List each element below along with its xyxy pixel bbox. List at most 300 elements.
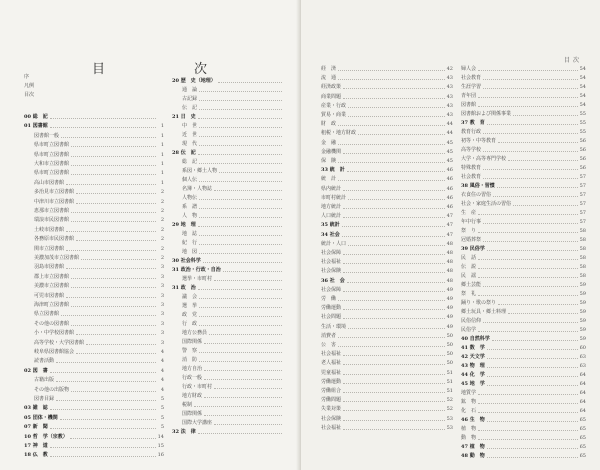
dot-leader [483, 145, 578, 152]
toc-entry-label: 31 政治・行政・自治 [172, 267, 221, 273]
toc-entry-page: 48 [446, 250, 453, 256]
dot-leader [478, 208, 578, 215]
toc-entry-page: 58 [579, 246, 586, 252]
dot-leader [338, 340, 445, 347]
running-header: 目次 [563, 57, 582, 64]
toc-entry-label: 県内統計 [321, 185, 342, 192]
toc-entry-label: 地方公務員 [182, 330, 208, 336]
toc-entry-label: 政 党 [182, 312, 198, 318]
toc-entry-page: 2 [160, 189, 164, 196]
dot-leader [478, 325, 578, 332]
toc-entry-label: 議 会 [182, 294, 198, 300]
toc-entry-label: 図書館および関係事業 [461, 111, 512, 117]
front-matter [24, 73, 34, 100]
right-page [301, 0, 600, 470]
toc-entry-page: 5 [160, 396, 164, 402]
toc-entry-label: 貿易・商業 [321, 112, 347, 118]
toc-entry-label: 20 歴 史（地理） [172, 78, 216, 84]
toc-entry-label: 社会保険 [321, 268, 342, 275]
toc-entry-page: 50 [446, 342, 453, 348]
toc-entry-label: 経 済 [321, 66, 337, 72]
toc-entry-label: 瑞浪市民図書館 [34, 217, 70, 224]
dot-leader [86, 338, 156, 345]
toc-entry-page: 65 [579, 444, 586, 450]
dot-leader [76, 234, 156, 241]
toc-entry-page: 1 [160, 142, 164, 149]
toc-entry-label: 社会保険 [321, 415, 342, 422]
dot-leader [487, 370, 578, 377]
toc-entry-page: 43 [446, 112, 453, 118]
toc-entry-page: 47 [446, 222, 453, 229]
dot-leader [71, 206, 156, 213]
toc-entry-label: 選挙・市町村 [182, 276, 213, 282]
toc-entry-label: 民 話 [461, 255, 477, 261]
toc-entry-label: 近 世 [182, 132, 198, 138]
dot-leader [199, 247, 282, 254]
toc-entry-label: 県市町立図書館 [34, 142, 70, 149]
front-matter-item: 目次 [24, 92, 35, 98]
dot-leader [508, 307, 578, 314]
dot-leader [199, 121, 282, 128]
dot-leader [71, 168, 156, 175]
toc-entry-label: 各務原市民図書館 [34, 236, 75, 243]
dot-leader [508, 154, 578, 161]
toc-entry-page: 55 [579, 129, 586, 135]
dot-leader [478, 433, 578, 440]
toc-entry-label: 通 論 [182, 87, 198, 93]
toc-entry-label: 美濃加茂市立図書館 [34, 255, 80, 261]
dot-leader [199, 157, 282, 164]
dot-leader [487, 442, 578, 449]
dot-leader [338, 331, 445, 338]
toc-entry-label: 財 政 [321, 121, 337, 128]
dot-leader [348, 110, 445, 117]
dot-leader [50, 366, 156, 373]
toc-entry-label: 労 働 [321, 296, 337, 302]
toc-entry-label: 古籍出版 [34, 377, 55, 384]
toc-entry-label: 高等学校・大学図書館 [34, 339, 85, 346]
dot-leader [483, 217, 578, 224]
toc-entry-label: 国際関係 [182, 339, 203, 345]
toc-entry-label: 古記録 [182, 96, 198, 102]
front-matter-item: 凡例 [24, 83, 35, 89]
dot-leader [198, 220, 282, 227]
dot-leader [204, 337, 282, 344]
toc-entry-label: 多治見市立図書館 [34, 189, 75, 196]
dot-leader [338, 294, 445, 301]
dot-leader [214, 274, 282, 281]
toc-entry-label: 土岐市図書館 [34, 226, 65, 233]
dot-leader [478, 424, 578, 431]
dot-leader [50, 422, 156, 429]
toc-entry-label: 地方財政 [182, 393, 203, 399]
toc-entry-label: 岐阜県図書館協会 [34, 349, 75, 355]
dot-leader [50, 121, 156, 128]
dot-leader [487, 451, 578, 458]
dot-leader [66, 262, 156, 269]
dot-leader [199, 139, 282, 146]
toc-entry-page: 57 [579, 219, 586, 225]
toc-entry-page: 5 [160, 424, 164, 431]
dot-leader [347, 165, 445, 172]
dot-leader [71, 300, 156, 307]
dot-leader [50, 403, 156, 410]
toc-entry-page: 54 [579, 66, 586, 72]
toc-entry-label: 中津川市立図書館 [34, 198, 75, 205]
dot-leader [513, 109, 578, 116]
toc-entry-label: 化 石 [461, 408, 477, 414]
dot-leader [483, 127, 578, 134]
toc-entry-label: 05 団体・機関 [24, 414, 58, 421]
toc-entry-label: 統 計 [321, 176, 337, 183]
toc-entry-label: 行 政 [182, 321, 198, 327]
dot-leader [199, 211, 282, 218]
toc-entry-label: 01 図書館 [24, 123, 48, 130]
dot-leader [343, 257, 445, 264]
toc-entry-label: 38 風俗・習慣 [461, 183, 495, 189]
dot-leader [478, 262, 578, 269]
toc-entry-page: 59 [579, 309, 586, 315]
toc-entry-label: 消 防 [182, 357, 198, 363]
dot-leader [56, 375, 156, 382]
toc-entry-label: 47 植 物 [461, 444, 485, 450]
toc-entry-label: 社会福祉 [321, 424, 342, 431]
toc-entry-label: 34 社会 [321, 231, 340, 238]
toc-entry-page: 46 [446, 176, 453, 183]
toc-entry-label: 経済政策 [321, 84, 342, 91]
dot-leader [199, 310, 282, 317]
dot-leader [338, 138, 445, 145]
toc-entry-page: 64 [579, 399, 586, 405]
toc-entry-page: 63 [579, 363, 586, 369]
dot-leader [478, 397, 578, 404]
toc-entry-label: 紀 行 [182, 240, 198, 246]
dot-leader [487, 244, 578, 251]
toc-entry-label: 教育行政 [461, 129, 482, 135]
toc-entry [172, 427, 290, 437]
toc-entry-label: 中 世 [182, 123, 198, 129]
dot-leader [199, 301, 282, 308]
toc-entry-page: 49 [446, 323, 453, 330]
dot-leader [199, 103, 282, 110]
toc-entry-page: 52 [446, 397, 453, 404]
dot-leader [204, 373, 282, 380]
toc-entry-label: 美濃市立図書館 [34, 283, 70, 290]
dot-leader [199, 94, 282, 101]
toc-entry-page: 64 [579, 408, 586, 414]
dot-leader [71, 319, 156, 326]
dot-leader [50, 112, 156, 119]
toc-entry-page: 2 [160, 226, 164, 233]
toc-entry-label: 大学・高等専門学校 [461, 156, 507, 162]
dot-leader [199, 193, 282, 200]
toc-entry-label: 県市町立図書館 [34, 151, 70, 158]
toc-entry-page: 63 [579, 354, 586, 360]
toc-entry-page: 50 [446, 360, 453, 367]
toc-entry-label: 17 神 道 [24, 443, 48, 449]
dot-leader [71, 281, 156, 288]
dot-leader [487, 379, 578, 386]
toc-entry-page: 54 [579, 75, 586, 81]
dot-leader [56, 394, 156, 401]
toc-entry-page: 48 [446, 268, 453, 275]
toc-entry-label: 行政一般 [182, 375, 203, 381]
toc-entry-page: 43 [446, 84, 453, 91]
toc-entry-label: 個人伝 [182, 177, 198, 183]
toc-entry-label: 産業・行政 [321, 102, 347, 109]
toc-entry-page: 54 [579, 93, 586, 99]
dot-leader [487, 352, 578, 359]
toc-entry-label: 生涯学習 [461, 84, 482, 90]
toc-entry-label: 民 謡 [461, 273, 477, 279]
dot-leader [71, 140, 156, 147]
dot-leader [219, 166, 282, 173]
toc-entry-label: 郷土芸能 [461, 282, 482, 288]
toc-entry-label: 35 統計 [321, 222, 340, 229]
toc-entry-label: 祭 り [461, 228, 477, 234]
dot-leader [343, 386, 445, 393]
toc-entry-label: その他の出版物 [34, 386, 70, 393]
dot-leader [343, 202, 445, 209]
toc-entry-page: 16 [157, 452, 164, 459]
dot-leader [199, 292, 282, 299]
toc-entry-label: 国際関係 [182, 411, 203, 417]
toc-entry-page: 50 [446, 351, 453, 358]
toc-entry [24, 450, 164, 460]
toc-entry-page: 46 [446, 194, 453, 201]
toc-entry-label: 地 誌 [182, 231, 198, 237]
toc-entry-label: 00 総 記 [24, 114, 48, 120]
dot-leader [343, 147, 445, 154]
toc-entry-label: 労働運動 [321, 305, 342, 312]
toc-entry-page: 51 [446, 369, 453, 376]
toc-entry-page: 59 [579, 336, 586, 342]
dot-leader [50, 441, 156, 448]
dot-leader [342, 220, 445, 227]
toc-entry [321, 423, 453, 433]
toc-entry-page: 65 [579, 453, 586, 459]
toc-entry-label: 生活・環境 [321, 323, 347, 330]
toc-entry-label: 07 新 聞 [24, 424, 48, 431]
toc-entry-page: 54 [579, 84, 586, 90]
dot-leader [343, 404, 445, 411]
toc-entry-label: 41 数 学 [461, 345, 485, 351]
toc-entry-page: 56 [579, 156, 586, 162]
dot-leader [199, 202, 282, 209]
toc-entry-page: 47 [446, 231, 453, 238]
toc-entry-label: 44 化 学 [461, 372, 485, 378]
dot-leader [343, 349, 445, 356]
toc-entry-page: 1 [160, 132, 164, 139]
toc-entry-page: 1 [160, 161, 164, 167]
dot-leader [478, 271, 578, 278]
dot-leader [338, 156, 445, 163]
toc-entry-label: 羽島市図書館 [34, 264, 65, 271]
toc-entry-page: 59 [579, 327, 586, 333]
toc-entry-label: 生 産 [461, 210, 477, 216]
toc-entry-page: 3 [160, 273, 164, 280]
toc-entry-label: 10 哲 学（宗教） [24, 433, 68, 440]
dot-leader [343, 303, 445, 310]
toc-entry-label: 46 生 物 [461, 417, 485, 423]
toc-entry-label: 現 代 [182, 141, 198, 147]
toc-entry-page: 48 [446, 277, 453, 284]
toc-entry-label: 図書館 [461, 102, 477, 108]
dot-leader [76, 328, 156, 335]
toc-entry-page: 48 [446, 259, 453, 266]
toc-entry-page: 1 [160, 170, 164, 177]
toc-entry-page: 15 [157, 443, 164, 449]
dot-leader [478, 289, 578, 296]
toc-entry-page: 4 [160, 367, 164, 374]
dot-leader [478, 91, 578, 98]
toc-entry-page: 5 [160, 414, 164, 421]
toc-entry-page: 49 [446, 286, 453, 293]
dot-leader [76, 187, 156, 194]
toc-entry-page: 1 [160, 123, 164, 130]
toc-entry-label: 児童福祉 [321, 369, 342, 376]
toc-entry-page: 58 [579, 228, 586, 234]
dot-leader [358, 128, 445, 135]
dot-leader [343, 377, 445, 384]
dot-leader [343, 248, 445, 255]
toc-entry-label: 労働問題 [321, 397, 342, 404]
toc-entry-page: 5 [160, 405, 164, 412]
toc-entry-label: 租税・地方財政 [321, 130, 357, 137]
toc-entry-page: 3 [160, 283, 164, 290]
toc-entry-page: 4 [160, 358, 164, 365]
dot-leader [198, 112, 282, 119]
toc-entry-page: 2 [160, 255, 164, 261]
dot-leader [343, 395, 445, 402]
toc-entry-page: 51 [446, 388, 453, 394]
dot-leader [71, 150, 156, 157]
dot-leader [497, 181, 578, 188]
toc-entry-label: 高山市図書館 [34, 179, 65, 186]
toc-entry-page: 58 [579, 273, 586, 279]
dot-leader [343, 368, 445, 375]
toc-entry-page: 56 [579, 165, 586, 171]
dot-leader [348, 101, 445, 108]
dot-leader [348, 322, 445, 329]
dot-leader [478, 406, 578, 413]
toc-entry-page: 55 [579, 111, 586, 117]
dot-leader [61, 309, 156, 316]
dot-leader [343, 312, 445, 319]
dot-leader [198, 283, 282, 290]
dot-leader [66, 225, 156, 232]
toc-entry-label: 29 地 理 [172, 222, 196, 228]
toc-entry-label: 伝 説 [461, 264, 477, 270]
toc-entry-label: 関市立図書館 [34, 245, 65, 252]
toc-entry-page: 4 [160, 386, 164, 393]
toc-entry-page: 53 [446, 424, 453, 431]
toc-entry-label: 民俗信仰 [461, 318, 482, 324]
dot-leader [487, 361, 578, 368]
toc-entry-page: 57 [579, 210, 586, 216]
toc-entry-label: 税制 [182, 402, 193, 408]
dot-leader [66, 291, 156, 298]
toc-entry-page: 49 [446, 296, 453, 302]
dot-leader [204, 364, 282, 371]
toc-entry-label: 小・中学校図書館 [34, 330, 75, 337]
toc-entry [461, 451, 586, 461]
toc-entry-label: 40 自然科学 [461, 336, 490, 342]
dot-leader [60, 413, 156, 420]
dot-leader [338, 73, 445, 80]
toc-entry-page: 64 [579, 372, 586, 378]
toc-entry-page: 54 [579, 102, 586, 108]
toc-entry-label: 民俗学 [461, 327, 477, 333]
toc-entry-label: 郡上市立図書館 [34, 273, 70, 280]
toc-entry-label: 18 仏 教 [24, 452, 48, 459]
toc-entry-page: 65 [579, 417, 586, 423]
toc-entry-label: 45 地 学 [461, 381, 485, 387]
toc-entry-label: 総 記 [182, 159, 198, 165]
toc-entry-label: 地方統計 [321, 204, 342, 210]
toc-entry-label: 人口統計 [321, 213, 342, 220]
toc-entry-page: 44 [446, 130, 453, 137]
toc-entry-label: 金融機関 [321, 148, 342, 155]
toc-entry-page: 2 [160, 245, 164, 252]
dot-leader [199, 85, 282, 92]
toc-entry-label: 大和市立図書館 [34, 161, 70, 167]
dot-leader [199, 346, 282, 353]
toc-entry-label: 可児市図書館 [34, 292, 65, 299]
dot-leader [478, 253, 578, 260]
toc-entry-page: 43 [446, 75, 453, 82]
dot-leader [50, 450, 156, 457]
toc-entry-page: 56 [579, 147, 586, 153]
toc-entry-label: 地方自治 [182, 366, 203, 372]
dot-leader [214, 418, 282, 425]
toc-entry-page: 59 [579, 291, 586, 297]
toc-entry-label: 公 害 [321, 342, 337, 348]
toc-entry-label: 恵那市立図書館 [34, 208, 70, 214]
dot-leader [71, 215, 156, 222]
dot-leader [487, 343, 578, 350]
dot-leader [338, 64, 445, 71]
toc-entry-label: 商業問題 [321, 93, 342, 100]
toc-entry-label: 伝 記 [182, 105, 198, 111]
toc-entry-page: 2 [160, 217, 164, 224]
toc-entry-label: 踊り・歌の祭り [461, 300, 497, 306]
toc-entry-page: 3 [160, 302, 164, 308]
toc-entry-label: 老人福祉 [321, 360, 342, 367]
toc-entry-label: 県市町立図書館 [34, 170, 70, 177]
dot-leader [478, 100, 578, 107]
toc-entry-label: その他の図書館 [34, 320, 70, 327]
dot-leader [478, 388, 578, 395]
toc-entry-label: 郷土玩具・郷土料理 [461, 309, 507, 315]
toc-entry-label: 28 伝 記 [172, 150, 196, 156]
dot-leader [483, 73, 578, 80]
dot-leader [343, 358, 445, 365]
toc-entry-page: 4 [160, 377, 164, 384]
dot-leader [199, 319, 282, 326]
toc-entry-label: 社会・家庭生活の習俗 [461, 201, 512, 207]
toc-entry-label: 図書目録 [34, 396, 55, 402]
dot-leader [81, 253, 156, 260]
toc-entry-label: 30 社会科学 [172, 258, 201, 264]
toc-entry-page: 3 [160, 339, 164, 346]
dot-leader [343, 414, 445, 421]
toc-entry-label: 行政・市町村 [182, 384, 213, 390]
toc-entry-page: 64 [579, 381, 586, 387]
toc-entry-label: 衣食住の習俗 [461, 192, 492, 198]
toc-entry-label: 社会保障 [321, 286, 342, 293]
dot-leader [478, 64, 578, 71]
